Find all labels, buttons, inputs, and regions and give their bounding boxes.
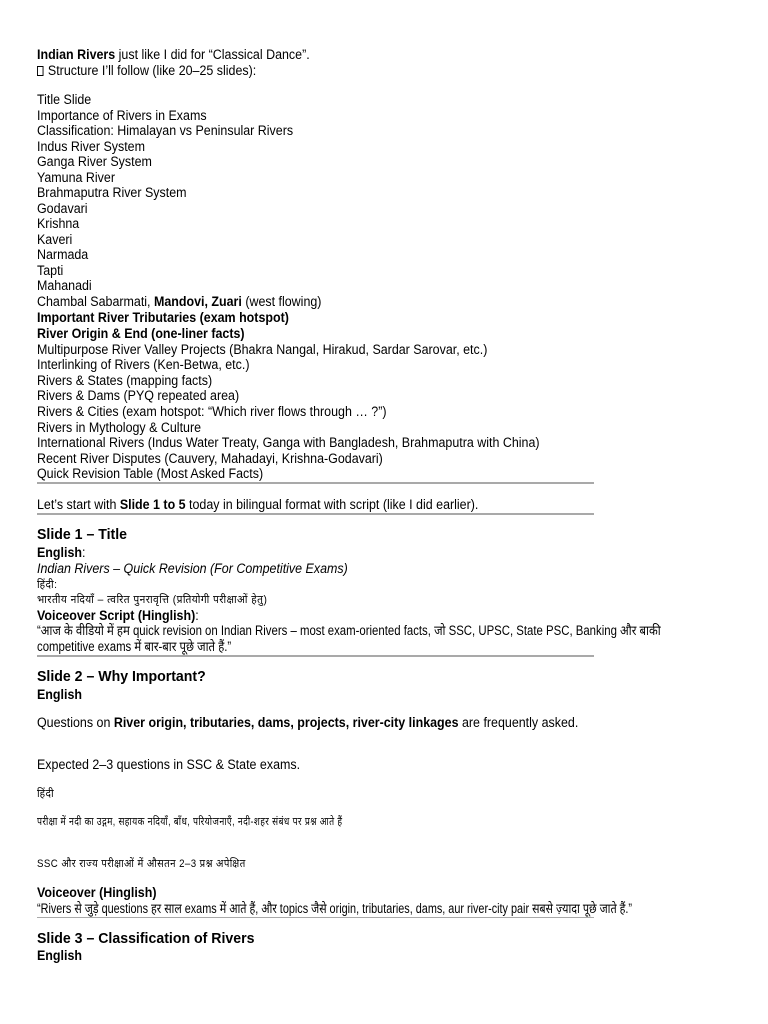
- list-item: Tapti: [37, 262, 64, 278]
- intro-title-rest: just like I did for “Classical Dance”.: [115, 47, 310, 62]
- label-colon: :: [195, 608, 199, 623]
- list-item: Multipurpose River Valley Projects (Bhakra Nangal, Hirakud, Sardar Sarovar, etc.): [37, 341, 488, 357]
- slide1-english-label-line: [37, 545, 85, 561]
- divider: [37, 482, 594, 484]
- label-colon: :: [81, 545, 86, 560]
- list-item: Importance of Rivers in Exams: [37, 107, 207, 123]
- slide1-voiceover-line: “आज के वीडियो में हम quick revision on Indian Rivers – most exam-oriented facts, जो SSC, UPSC, State PSC, Banking और बाकी: [37, 623, 661, 638]
- list-item: Kaveri: [37, 231, 73, 247]
- slide2-q-c: are frequently asked.: [458, 715, 579, 730]
- slide1-english-text: Indian Rivers – Quick Revision (For Competitive Exams): [37, 561, 348, 576]
- list-item: Ganga River System: [37, 154, 152, 169]
- divider: [37, 513, 594, 515]
- slide2-questions-line: [37, 715, 578, 731]
- list-item: Quick Revision Table (Most Asked Facts): [37, 466, 264, 481]
- list-item: Important River Tributaries (exam hotspot): [37, 310, 289, 325]
- slide1-english-label: English: [37, 545, 82, 560]
- slide2-english-label: English: [37, 687, 82, 702]
- list-item: Rivers & States (mapping facts): [37, 372, 213, 388]
- start-line: [37, 497, 478, 513]
- slide1-voiceover-label: Voiceover Script (Hinglish): [37, 608, 196, 623]
- slide2-hindi-line: परीक्षा में नदी का उद्गम, सहायक नदियाँ, बाँध, परियोजनाएँ, नदी-शहर संबंध पर प्रश्न आते हैं: [37, 816, 343, 828]
- list-item: Indus River System: [37, 138, 145, 154]
- slide1-voiceover-line: competitive exams में बार-बार पूछे जाते हैं.”: [37, 639, 232, 654]
- west-text-a: Chambal Sabarmati,: [37, 294, 154, 309]
- list-item: Yamuna River: [37, 169, 115, 185]
- intro-title-line: [37, 47, 310, 63]
- list-item: Narmada: [37, 247, 89, 262]
- list-item: Rivers in Mythology & Culture: [37, 419, 202, 435]
- list-item: Interlinking of Rivers (Ken-Betwa, etc.): [37, 357, 250, 372]
- west-text-bold: Mandovi, Zuari: [153, 294, 242, 309]
- missing-glyph-icon: [37, 66, 44, 76]
- slide1-hindi-label: हिंदी:: [37, 579, 58, 591]
- structure-text: Structure I’ll follow (like 20–25 slides):: [44, 63, 257, 78]
- list-item: Mahanadi: [37, 278, 92, 293]
- start-text-a: Let’s start with: [37, 497, 120, 512]
- list-item: Title Slide: [37, 92, 92, 107]
- slide1-voiceover-label-line: [37, 608, 199, 624]
- slide1-hindi-text: भारतीय नदियाँ – त्वरित पुनरावृत्ति (प्रतियोगी परीक्षाओं हेतु): [37, 594, 268, 606]
- list-item: [37, 294, 321, 310]
- start-text-bold: Slide 1 to 5: [119, 497, 186, 512]
- list-item: Brahmaputra River System: [37, 185, 187, 200]
- divider: [37, 917, 594, 918]
- slide2-voiceover-label: Voiceover (Hinglish): [37, 885, 157, 900]
- slide2-q-a: Questions on: [37, 715, 114, 730]
- list-item: International Rivers (Indus Water Treaty, Ganga with Bangladesh, Brahmaputra with China): [37, 435, 540, 450]
- slide3-english-label: English: [37, 948, 82, 963]
- list-item: Rivers & Cities (exam hotspot: “Which river flows through … ?”): [37, 404, 387, 419]
- list-item: Rivers & Dams (PYQ repeated area): [37, 388, 240, 403]
- list-item: Krishna: [37, 216, 80, 231]
- slide3-heading: Slide 3 – Classification of Rivers: [37, 930, 255, 947]
- slide2-expected: Expected 2–3 questions in SSC & State exams.: [37, 757, 301, 772]
- slide2-hindi-line: SSC और राज्य परीक्षाओं में औसतन 2–3 प्रश्न अपेक्षित: [37, 858, 246, 870]
- list-item: Classification: Himalayan vs Peninsular Rivers: [37, 123, 294, 138]
- slide2-voiceover-line: “Rivers से जुड़े questions हर साल exams में आते हैं, और topics जैसे origin, tributaries, dams, aur river-city pair सबसे ज़्यादा पूछे जाते हैं.”: [37, 901, 633, 916]
- list-item: Recent River Disputes (Cauvery, Mahadayi, Krishna-Godavari): [37, 450, 383, 466]
- west-text-c: (west flowing): [241, 294, 322, 309]
- slide2-q-bold: River origin, tributaries, dams, projects, river-city linkages: [113, 715, 459, 730]
- intro-title-bold: Indian Rivers: [37, 47, 116, 62]
- list-item: River Origin & End (one-liner facts): [37, 326, 245, 341]
- structure-line: [37, 63, 256, 79]
- slide2-hindi-label: हिंदी: [37, 788, 55, 800]
- list-item: Godavari: [37, 200, 88, 216]
- slide2-heading: Slide 2 – Why Important?: [37, 668, 206, 685]
- slide1-heading: Slide 1 – Title: [37, 526, 128, 543]
- start-text-c: today in bilingual format with script (like I did earlier).: [185, 497, 479, 512]
- divider: [37, 655, 594, 657]
